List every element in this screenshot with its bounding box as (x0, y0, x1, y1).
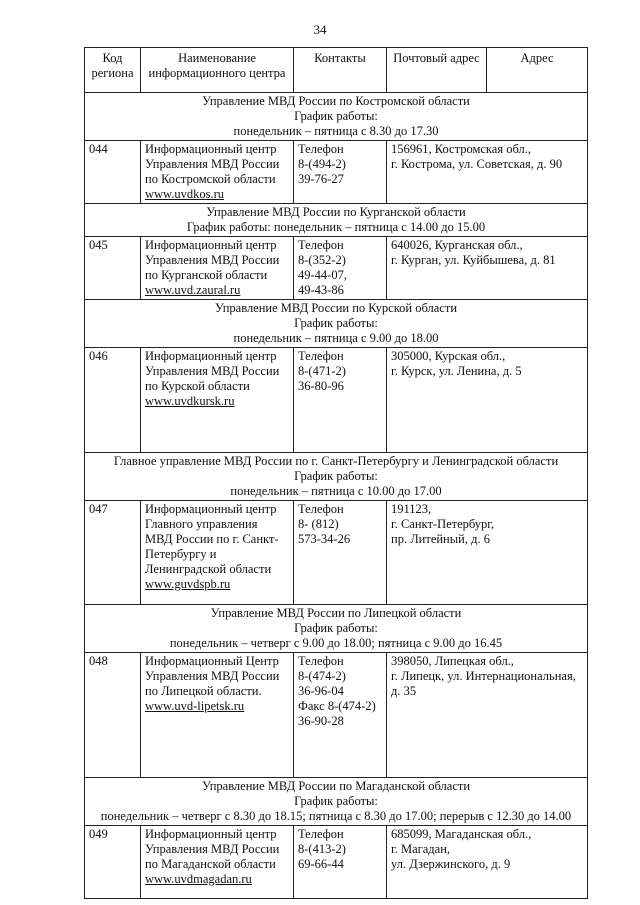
website-link[interactable]: www.uvdkos.ru (145, 187, 225, 201)
info-centers-table (84, 47, 588, 899)
center-name-line: Информационный центр (145, 142, 277, 156)
section-heading-line: Управление МВД России по Костромской области (202, 94, 470, 108)
section-heading-line: понедельник – четверг с 8.30 до 18.15; пятница с 8.30 до 17.00; перерыв с 12.30 до 14.00 (100, 809, 572, 823)
header-postal: Почтовый адрес (387, 48, 487, 93)
contact-line: 8-(494-2) (298, 157, 346, 171)
header-contacts: Контакты (294, 48, 387, 93)
contact-line: Телефон (298, 142, 344, 156)
contact-line: 8-(413-2) (298, 842, 346, 856)
address-line: 305000, Курская обл., (391, 349, 506, 363)
section-heading-line: График работы: понедельник – пятница с 14.00 до 15.00 (186, 220, 486, 234)
section-heading-row (85, 453, 588, 501)
section-heading (85, 300, 588, 348)
section-heading (85, 93, 588, 141)
website-link[interactable]: www.guvdspb.ru (145, 577, 231, 591)
region-code: 044 (85, 141, 141, 204)
section-heading (85, 778, 588, 826)
section-heading-line: График работы: (294, 109, 378, 123)
section-heading-line: График работы: (294, 621, 378, 635)
website-link[interactable]: www.uvd-lipetsk.ru (145, 699, 245, 713)
header-name-line: Наименование (178, 51, 256, 65)
contact-line: Телефон (298, 238, 344, 252)
center-name-line: Петербургу и (145, 547, 217, 561)
table-row (85, 826, 588, 899)
region-code: 049 (85, 826, 141, 899)
center-name-line: по Липецкой области. (145, 684, 262, 698)
center-name-line: Управления МВД России (145, 669, 280, 683)
postal-address (387, 237, 588, 300)
section-heading-line: понедельник – пятница с 10.00 до 17.00 (230, 484, 442, 498)
address-line: 191123, (391, 502, 432, 516)
address-line: г. Курск, ул. Ленина, д. 5 (391, 364, 522, 378)
contact-line: 36-80-96 (298, 379, 344, 393)
region-code: 048 (85, 653, 141, 778)
address-line: г. Магадан, (391, 842, 451, 856)
table-header-row (85, 48, 588, 93)
address-line: 685099, Магаданская обл., (391, 827, 532, 841)
contacts (294, 348, 387, 453)
contact-line: 8-(471-2) (298, 364, 346, 378)
contact-line: Факс 8-(474-2) (298, 699, 376, 713)
table-row (85, 141, 588, 204)
table-row (85, 653, 588, 778)
address-line: г. Курган, ул. Куйбышева, д. 81 (391, 253, 556, 267)
postal-address (387, 348, 588, 453)
section-heading (85, 453, 588, 501)
section-heading-line: Главное управление МВД России по г. Санкт-Петербургу и Ленинградской области (113, 454, 559, 468)
center-name-line: Информационный центр (145, 502, 277, 516)
table-row (85, 501, 588, 605)
section-heading-line: понедельник – пятница с 8.30 до 17.30 (233, 124, 439, 138)
region-code: 045 (85, 237, 141, 300)
header-code-line: региона (91, 66, 134, 80)
section-heading-line: График работы: (294, 469, 378, 483)
website-link[interactable]: www.uvdmagadan.ru (145, 872, 252, 886)
center-name (141, 653, 294, 778)
center-name-line: по Магаданской области (145, 857, 276, 871)
section-heading-row (85, 300, 588, 348)
contact-line: Телефон (298, 502, 344, 516)
contact-line: 36-96-04 (298, 684, 344, 698)
contacts (294, 826, 387, 899)
address-line: пр. Литейный, д. 6 (391, 532, 490, 546)
contacts (294, 501, 387, 605)
center-name-line: Управления МВД России (145, 842, 280, 856)
postal-address (387, 653, 588, 778)
section-heading-line: Управление МВД России по Курской области (214, 301, 458, 315)
address-line: 398050, Липецкая обл., (391, 654, 514, 668)
section-heading-line: Управление МВД России по Курганской области (206, 205, 466, 219)
center-name-line: Управления МВД России (145, 253, 280, 267)
header-code-line: Код (102, 51, 123, 65)
contact-line: Телефон (298, 349, 344, 363)
header-address: Адрес (487, 48, 588, 93)
header-name-line: информационного центра (148, 66, 286, 80)
center-name-line: Информационный Центр (145, 654, 279, 668)
address-line: 156961, Костромская обл., (391, 142, 532, 156)
contact-line: 49-44-07, (298, 268, 347, 282)
page-number: 34 (313, 22, 327, 37)
section-heading-line: понедельник – четверг с 9.00 до 18.00; пятница с 9.00 до 16.45 (169, 636, 503, 650)
postal-address (387, 141, 588, 204)
contact-line: 69-66-44 (298, 857, 344, 871)
section-heading-line: График работы: (294, 316, 378, 330)
center-name-line: Управления МВД России (145, 364, 280, 378)
center-name-line: Информационный центр (145, 827, 277, 841)
website-link[interactable]: www.uvd.zaural.ru (145, 283, 241, 297)
region-code: 046 (85, 348, 141, 453)
section-heading-row (85, 778, 588, 826)
section-heading (85, 204, 588, 237)
section-heading-line: понедельник – пятница с 9.00 до 18.00 (233, 331, 439, 345)
center-name-line: Ленинградской области (145, 562, 272, 576)
contact-line: Телефон (298, 827, 344, 841)
center-name (141, 348, 294, 453)
address-line: 640026, Курганская обл., (391, 238, 523, 252)
center-name-line: по Курганской области (145, 268, 268, 282)
postal-address (387, 501, 588, 605)
center-name-line: Главного управления (145, 517, 258, 531)
contact-line: 8-(352-2) (298, 253, 346, 267)
center-name-line: по Костромской области (145, 172, 276, 186)
section-heading-line: График работы: (294, 794, 378, 808)
address-line: г. Санкт-Петербург, (391, 517, 495, 531)
address-line: д. 35 (391, 684, 417, 698)
center-name-line: Информационный центр (145, 238, 277, 252)
address-line: г. Кострома, ул. Советская, д. 90 (391, 157, 563, 171)
contact-line: 36-90-28 (298, 714, 344, 728)
contacts (294, 653, 387, 778)
center-name-line: Управления МВД России (145, 157, 280, 171)
contacts (294, 141, 387, 204)
contact-line: 8-(474-2) (298, 669, 346, 683)
address-line: г. Липецк, ул. Интернациональная, (391, 669, 576, 683)
section-heading-row (85, 93, 588, 141)
address-line: ул. Дзержинского, д. 9 (391, 857, 511, 871)
center-name-line: МВД России по г. Санкт- (145, 532, 279, 546)
section-heading-row (85, 605, 588, 653)
region-code: 047 (85, 501, 141, 605)
website-link[interactable]: www.uvdkursk.ru (145, 394, 235, 408)
table-row (85, 237, 588, 300)
center-name-line: по Курской области (145, 379, 250, 393)
center-name (141, 826, 294, 899)
header-code (85, 48, 141, 93)
contact-line: 39-76-27 (298, 172, 344, 186)
section-heading-line: Управление МВД России по Липецкой области (210, 606, 462, 620)
header-name (141, 48, 294, 93)
postal-address (387, 826, 588, 899)
center-name (141, 501, 294, 605)
section-heading (85, 605, 588, 653)
section-heading-row (85, 204, 588, 237)
contacts (294, 237, 387, 300)
contact-line: 8- (812) (298, 517, 339, 531)
contact-line: Телефон (298, 654, 344, 668)
center-name-line: Информационный центр (145, 349, 277, 363)
section-heading-line: Управление МВД России по Магаданской области (201, 779, 471, 793)
table-row (85, 348, 588, 453)
contact-line: 573-34-26 (298, 532, 351, 546)
contact-line: 49-43-86 (298, 283, 344, 297)
center-name (141, 141, 294, 204)
center-name (141, 237, 294, 300)
